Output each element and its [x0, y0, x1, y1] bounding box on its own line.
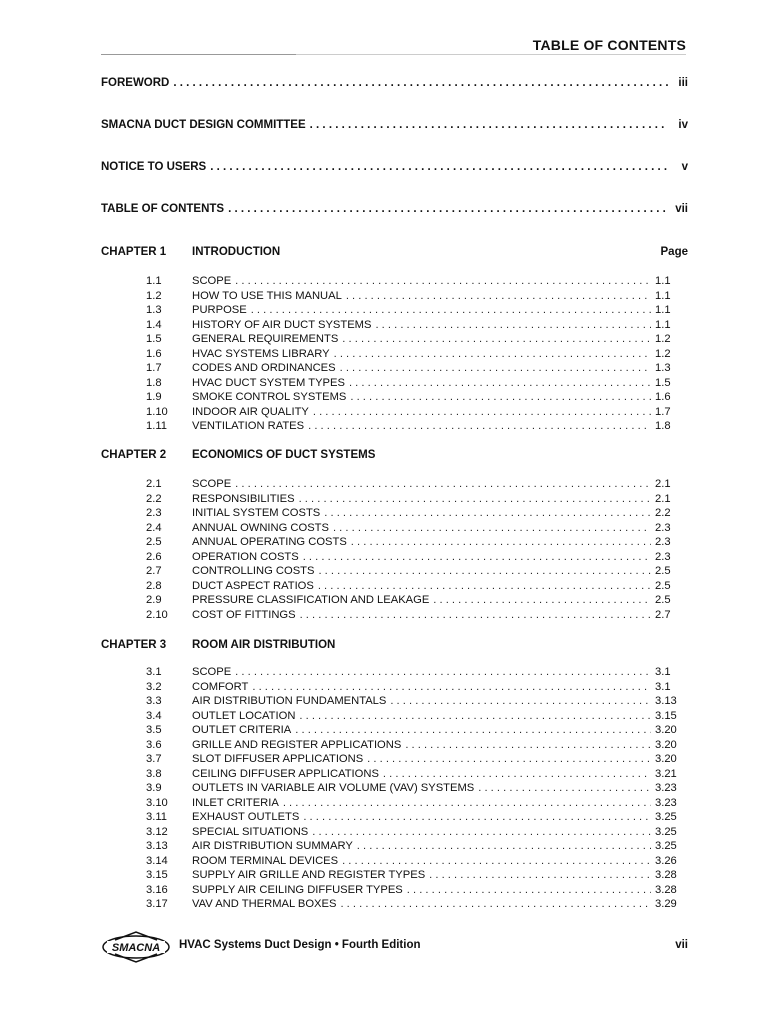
toc-section-entry[interactable] [101, 303, 681, 318]
section-title: COST OF FITTINGS [192, 608, 296, 621]
toc-section-entry[interactable] [101, 419, 681, 434]
toc-section-entry[interactable] [101, 318, 681, 333]
section-number: 1.11 [146, 420, 167, 432]
section-page: 2.2 [655, 507, 671, 519]
toc-section-entry[interactable] [101, 376, 681, 391]
toc-section-entry[interactable] [101, 723, 681, 738]
section-number: 2.5 [146, 536, 162, 548]
header-rule [101, 54, 296, 55]
leader-dots [318, 564, 651, 579]
section-page: 3.20 [655, 738, 677, 751]
section-title: SUPPLY AIR CEILING DIFFUSER TYPES [192, 883, 403, 896]
leader-dots [334, 347, 651, 362]
section-number: 3.13 [146, 840, 168, 852]
toc-section-entry[interactable] [101, 274, 681, 289]
page-column-header: Page [660, 246, 688, 258]
toc-section-entry[interactable] [101, 477, 681, 492]
toc-section-entry[interactable] [101, 752, 681, 767]
section-page: 2.7 [655, 608, 671, 621]
leader-dots [251, 303, 651, 318]
entry-label: SMACNA DUCT DESIGN COMMITTEE [101, 119, 306, 131]
section-row [192, 854, 681, 869]
section-row [192, 752, 681, 767]
section-title: EXHAUST OUTLETS [192, 811, 300, 823]
page-footer [101, 930, 688, 964]
section-row [192, 709, 681, 724]
leader-dots [346, 289, 651, 304]
section-row [192, 332, 681, 347]
section-row [192, 390, 681, 405]
section-page: 3.25 [655, 825, 677, 838]
section-page: 3.20 [655, 724, 677, 736]
section-title: OUTLET LOCATION [192, 709, 296, 722]
section-number: 1.8 [146, 376, 162, 389]
toc-section-entry[interactable] [101, 709, 681, 724]
section-row [192, 274, 681, 289]
section-row [192, 579, 681, 594]
section-title: ROOM TERMINAL DEVICES [192, 854, 339, 867]
section-title: SMOKE CONTROL SYSTEMS [192, 391, 347, 403]
section-number: 1.1 [146, 275, 162, 287]
section-row [192, 839, 681, 854]
header-rule-light [296, 54, 686, 55]
toc-section-entry[interactable] [101, 854, 681, 869]
section-page: 3.23 [655, 796, 677, 809]
leader-dots [342, 332, 651, 347]
leader-dots [283, 796, 651, 811]
section-number: 3.16 [146, 883, 168, 896]
section-page: 3.13 [655, 695, 677, 707]
toc-entry-contents[interactable] [101, 203, 688, 215]
section-number: 2.6 [146, 550, 162, 563]
toc-section-entry[interactable] [101, 665, 681, 680]
toc-section-entry[interactable] [101, 680, 681, 695]
toc-section-entry[interactable] [101, 405, 681, 420]
leader-dots [235, 665, 651, 680]
toc-section-entry[interactable] [101, 883, 681, 898]
leader-dots [340, 897, 651, 912]
section-number: 2.4 [146, 521, 162, 534]
section-row [192, 303, 681, 318]
chapter-title: ECONOMICS OF DUCT SYSTEMS [192, 449, 376, 461]
leader-dots [340, 361, 651, 376]
section-title: HVAC DUCT SYSTEM TYPES [192, 376, 345, 389]
section-number: 1.5 [146, 333, 162, 345]
section-page: 3.28 [655, 869, 677, 881]
section-row [192, 665, 681, 680]
section-number: 2.1 [146, 478, 162, 490]
leader-dots [299, 709, 651, 724]
leader-dots [357, 839, 651, 854]
entry-label: NOTICE TO USERS [101, 161, 207, 173]
leader-dots [375, 318, 651, 333]
toc-section-entry[interactable] [101, 535, 681, 550]
section-page: 3.26 [655, 854, 677, 867]
section-row [192, 883, 681, 898]
section-title: OUTLET CRITERIA [192, 724, 292, 736]
footer-page-number: vii [675, 939, 688, 951]
chapter-title: INTRODUCTION [192, 246, 281, 258]
section-page: 3.29 [655, 898, 677, 910]
leader-dots [235, 274, 651, 289]
leader-dots [350, 390, 651, 405]
section-page: 2.5 [655, 594, 671, 606]
section-page: 2.5 [655, 565, 671, 577]
section-title: SLOT DIFFUSER APPLICATIONS [192, 753, 364, 765]
section-row [192, 405, 681, 420]
section-title: PRESSURE CLASSIFICATION AND LEAKAGE [192, 594, 430, 606]
section-title: OUTLETS IN VARIABLE AIR VOLUME (VAV) SYSTEMS [192, 782, 475, 794]
section-row [192, 608, 681, 623]
leader-dots [312, 825, 651, 840]
section-page: 2.1 [655, 492, 671, 505]
leader-dots [367, 752, 651, 767]
entry-label: FOREWORD [101, 77, 170, 89]
section-number: 1.3 [146, 304, 162, 316]
chapter-2-sections [101, 477, 681, 622]
toc-entry-committee[interactable] [101, 119, 688, 131]
toc-section-entry[interactable] [101, 694, 681, 709]
section-row [192, 564, 681, 579]
section-number: 3.6 [146, 738, 162, 751]
toc-section-entry[interactable] [101, 810, 681, 825]
section-title: SUPPLY AIR GRILLE AND REGISTER TYPES [192, 869, 426, 881]
chapter-number: CHAPTER 1 [101, 246, 167, 258]
section-page: 2.3 [655, 550, 671, 563]
leader-dots [351, 535, 651, 550]
section-row [192, 347, 681, 362]
section-number: 3.3 [146, 695, 162, 707]
toc-section-entry[interactable] [101, 564, 681, 579]
toc-entry-notice[interactable] [101, 161, 688, 173]
section-row [192, 318, 681, 333]
section-page: 1.8 [655, 420, 671, 432]
section-row [192, 289, 681, 304]
leader-dots [433, 593, 651, 608]
section-row [192, 361, 681, 376]
section-row [192, 506, 681, 521]
section-page: 1.6 [655, 391, 671, 403]
section-page: 3.28 [655, 883, 677, 896]
leader-dots [300, 608, 651, 623]
section-number: 1.9 [146, 391, 162, 403]
section-row [192, 550, 681, 565]
leader-dots [383, 767, 651, 782]
toc-entry-foreword[interactable] [101, 77, 688, 89]
leader-dots [303, 550, 651, 565]
section-title: VAV AND THERMAL BOXES [192, 898, 337, 910]
chapter-3-sections [101, 665, 681, 912]
toc-section-entry[interactable] [101, 579, 681, 594]
leader-dots [299, 492, 651, 507]
svg-text:SMACNA: SMACNA [111, 942, 161, 954]
section-title: ANNUAL OWNING COSTS [192, 521, 329, 534]
footer-title: HVAC Systems Duct Design • Fourth Edition [179, 939, 421, 951]
section-number: 3.1 [146, 666, 162, 678]
section-number: 1.2 [146, 289, 162, 302]
section-page: 2.3 [655, 521, 671, 534]
section-title: HISTORY OF AIR DUCT SYSTEMS [192, 318, 372, 331]
leader-dots [303, 810, 651, 825]
leader-dots [308, 419, 651, 434]
section-page: 1.5 [655, 376, 671, 389]
section-title: DUCT ASPECT RATIOS [192, 579, 314, 592]
section-title: SPECIAL SITUATIONS [192, 825, 309, 838]
section-row [192, 796, 681, 811]
section-page: 1.1 [655, 304, 671, 316]
section-title: INDOOR AIR QUALITY [192, 405, 309, 418]
toc-section-entry[interactable] [101, 506, 681, 521]
leader-dots [318, 579, 651, 594]
chapter-1-sections [101, 274, 681, 434]
section-title: COMFORT [192, 680, 249, 693]
toc-section-entry[interactable] [101, 839, 681, 854]
toc-section-entry[interactable] [101, 868, 681, 883]
section-page: 1.1 [655, 318, 671, 331]
section-page: 3.25 [655, 840, 677, 852]
leader-dots [349, 376, 651, 391]
toc-section-entry[interactable] [101, 289, 681, 304]
leader-dots [228, 203, 668, 215]
leader-dots [235, 477, 651, 492]
section-title: HVAC SYSTEMS LIBRARY [192, 347, 330, 360]
leader-dots [405, 738, 651, 753]
toc-section-entry[interactable] [101, 521, 681, 536]
section-page: 3.1 [655, 666, 671, 678]
toc-section-entry[interactable] [101, 593, 681, 608]
chapter-title: ROOM AIR DISTRIBUTION [192, 639, 336, 651]
section-title: AIR DISTRIBUTION FUNDAMENTALS [192, 695, 387, 707]
section-row [192, 723, 681, 738]
section-page: 1.1 [655, 275, 671, 287]
entry-page: iii [678, 77, 688, 89]
section-title: OPERATION COSTS [192, 550, 299, 563]
toc-section-entry[interactable] [101, 492, 681, 507]
section-page: 3.15 [655, 709, 677, 722]
toc-section-entry[interactable] [101, 347, 681, 362]
section-number: 3.9 [146, 782, 162, 794]
toc-section-entry[interactable] [101, 608, 681, 623]
section-page: 1.3 [655, 362, 671, 374]
entry-page: iv [678, 119, 688, 131]
leader-dots [313, 405, 651, 420]
toc-section-entry[interactable] [101, 361, 681, 376]
section-title: ANNUAL OPERATING COSTS [192, 536, 347, 548]
section-page: 2.3 [655, 536, 671, 548]
toc-section-entry[interactable] [101, 796, 681, 811]
section-number: 3.10 [146, 796, 168, 809]
toc-section-entry[interactable] [101, 390, 681, 405]
toc-section-entry[interactable] [101, 767, 681, 782]
section-row [192, 419, 681, 434]
section-row [192, 521, 681, 536]
toc-section-entry[interactable] [101, 897, 681, 912]
section-row [192, 825, 681, 840]
section-row [192, 376, 681, 391]
section-number: 2.2 [146, 492, 162, 505]
section-title: VENTILATION RATES [192, 420, 305, 432]
section-number: 3.5 [146, 724, 162, 736]
section-title: SCOPE [192, 275, 232, 287]
section-number: 3.15 [146, 869, 168, 881]
leader-dots [324, 506, 651, 521]
section-title: SCOPE [192, 666, 232, 678]
page-title: TABLE OF CONTENTS [532, 37, 686, 53]
section-number: 2.7 [146, 565, 162, 577]
section-row [192, 738, 681, 753]
section-page: 1.7 [655, 405, 671, 418]
section-row [192, 781, 681, 796]
leader-dots [407, 883, 651, 898]
toc-section-entry[interactable] [101, 738, 681, 753]
leader-dots [252, 680, 651, 695]
smacna-logo [101, 930, 171, 964]
section-row [192, 680, 681, 695]
section-row [192, 492, 681, 507]
section-number: 3.4 [146, 709, 162, 722]
section-page: 1.2 [655, 347, 671, 360]
section-number: 1.10 [146, 405, 168, 418]
section-number: 3.2 [146, 680, 162, 693]
entry-page: vii [675, 203, 688, 215]
leader-dots [390, 694, 651, 709]
section-number: 3.14 [146, 854, 168, 867]
entry-page: v [681, 161, 688, 173]
leader-dots [295, 723, 651, 738]
chapter-number: CHAPTER 3 [101, 639, 167, 651]
section-row [192, 593, 681, 608]
section-page: 3.21 [655, 767, 677, 780]
section-title: PURPOSE [192, 304, 247, 316]
section-number: 1.6 [146, 347, 162, 360]
section-page: 1.1 [655, 289, 671, 302]
section-number: 3.8 [146, 767, 162, 780]
section-row [192, 694, 681, 709]
section-row [192, 767, 681, 782]
section-page: 2.5 [655, 579, 671, 592]
section-number: 2.9 [146, 594, 162, 606]
section-page: 1.2 [655, 333, 671, 345]
section-title: SCOPE [192, 478, 232, 490]
chapter-number: CHAPTER 2 [101, 449, 167, 461]
leader-dots [210, 161, 668, 173]
leader-dots [333, 521, 651, 536]
section-number: 2.10 [146, 608, 168, 621]
section-row [192, 535, 681, 550]
section-title: INITIAL SYSTEM COSTS [192, 507, 321, 519]
leader-dots [310, 119, 668, 131]
section-title: RESPONSIBILITIES [192, 492, 295, 505]
section-number: 2.3 [146, 507, 162, 519]
leader-dots [429, 868, 651, 883]
section-title: CONTROLLING COSTS [192, 565, 315, 577]
toc-section-entry[interactable] [101, 550, 681, 565]
section-number: 3.11 [146, 811, 167, 823]
section-number: 1.7 [146, 362, 162, 374]
toc-section-entry[interactable] [101, 781, 681, 796]
leader-dots [173, 77, 668, 89]
toc-section-entry[interactable] [101, 825, 681, 840]
section-page: 3.1 [655, 680, 671, 693]
section-row [192, 810, 681, 825]
section-number: 3.7 [146, 753, 162, 765]
section-page: 2.1 [655, 478, 671, 490]
section-page: 3.25 [655, 811, 677, 823]
section-title: AIR DISTRIBUTION SUMMARY [192, 840, 353, 852]
leader-dots [342, 854, 651, 869]
section-page: 3.20 [655, 753, 677, 765]
section-number: 3.17 [146, 898, 168, 910]
section-row [192, 868, 681, 883]
section-title: HOW TO USE THIS MANUAL [192, 289, 342, 302]
section-number: 2.8 [146, 579, 162, 592]
section-title: INLET CRITERIA [192, 796, 279, 809]
section-title: CEILING DIFFUSER APPLICATIONS [192, 767, 379, 780]
entry-label: TABLE OF CONTENTS [101, 203, 225, 215]
section-title: GRILLE AND REGISTER APPLICATIONS [192, 738, 402, 751]
section-row [192, 477, 681, 492]
section-title: GENERAL REQUIREMENTS [192, 333, 339, 345]
section-title: CODES AND ORDINANCES [192, 362, 336, 374]
toc-section-entry[interactable] [101, 332, 681, 347]
section-row [192, 897, 681, 912]
leader-dots [478, 781, 651, 796]
section-number: 3.12 [146, 825, 168, 838]
section-number: 1.4 [146, 318, 162, 331]
section-page: 3.23 [655, 782, 677, 794]
